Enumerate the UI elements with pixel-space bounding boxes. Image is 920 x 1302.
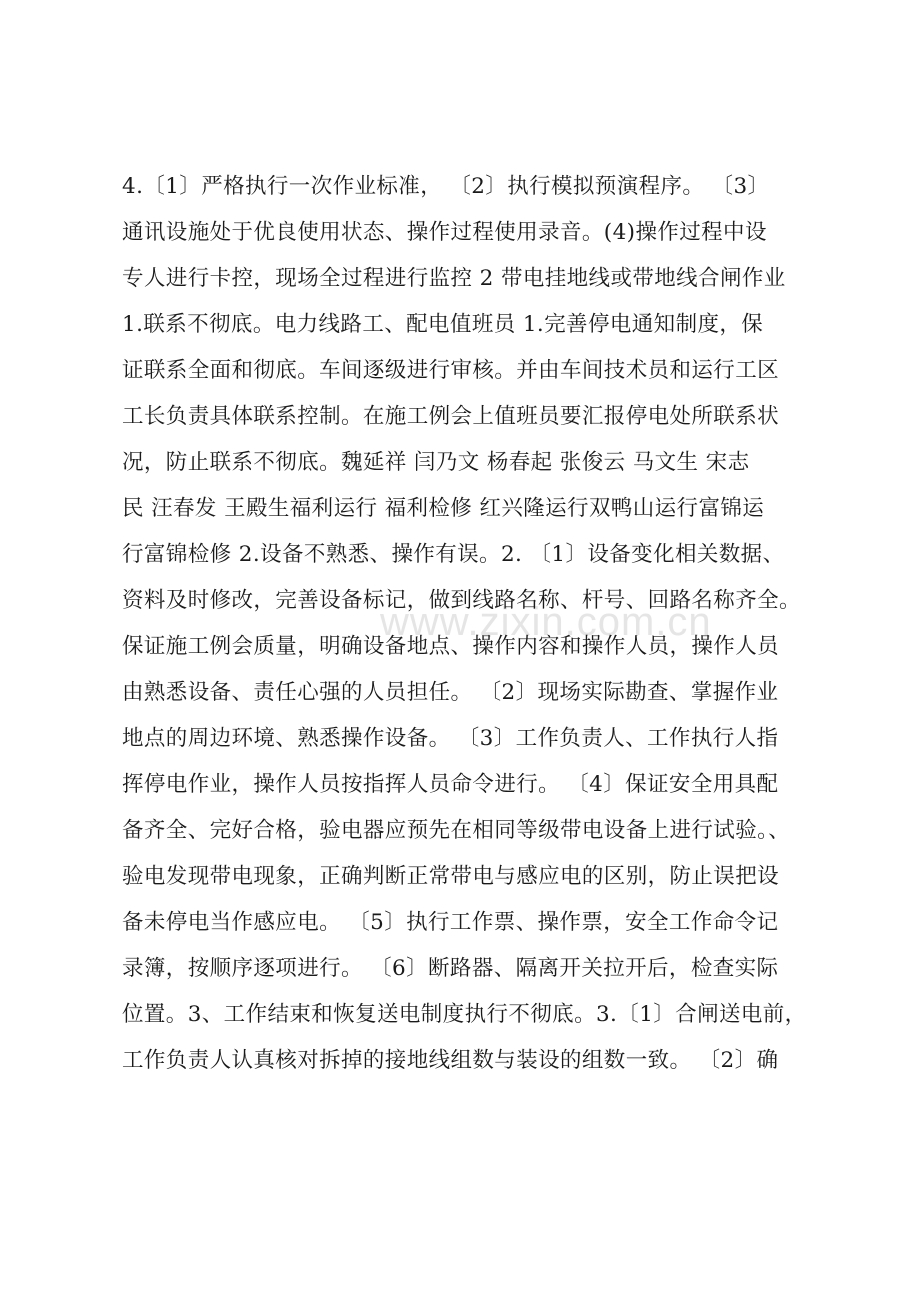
text-line: 专人进行卡控，现场全过程进行监控 2 带电挂地线或带地线合闸作业 bbox=[122, 266, 786, 291]
text-line: 验电发现带电现象，正确判断正常带电与感应电的区别，防止误把设 bbox=[122, 864, 780, 889]
text-line: 4.〔1〕严格执行一次作业标准， 〔2〕执行模拟预演程序。 〔3〕 bbox=[122, 174, 770, 199]
text-line: 证联系全面和彻底。车间逐级进行审核。并由车间技术员和运行工区 bbox=[122, 358, 780, 383]
text-line: 资料及时修改，完善设备标记，做到线路名称、杆号、回路名称齐全。 bbox=[122, 588, 801, 613]
text-line: 位置。3、工作结束和恢复送电制度执行不彻底。3.〔1〕合闸送电前， bbox=[122, 1002, 807, 1027]
text-line: 挥停电作业，操作人员按指挥人员命令进行。 〔4〕保证安全用具配 bbox=[122, 772, 779, 797]
text-line: 1.联系不彻底。电力线路工、配电值班员 1.完善停电通知制度，保 bbox=[122, 312, 764, 337]
text-line: 备齐全、完好合格，验电器应预先在相同等级带电设备上进行试验。、 bbox=[122, 818, 791, 843]
text-line: 通讯设施处于优良使用状态、操作过程使用录音。(4)操作过程中设 bbox=[122, 220, 767, 245]
text-line: 由熟悉设备、责任心强的人员担任。 〔2〕现场实际勘查、掌握作业 bbox=[122, 680, 779, 705]
text-line: 行富锦检修 2.设备不熟悉、操作有误。2. 〔1〕设备变化相关数据、 bbox=[122, 542, 785, 567]
text-line: 录簿，按顺序逐项进行。 〔6〕断路器、隔离开关拉开后，检查实际 bbox=[122, 956, 779, 981]
text-line: 保证施工例会质量，明确设备地点、操作内容和操作人员，操作人员 bbox=[122, 634, 780, 659]
text-line: 工长负责具体联系控制。在施工例会上值班员要汇报停电处所联系状 bbox=[122, 404, 780, 429]
watermark: www.zixin.com.cn bbox=[380, 600, 712, 644]
text-line: 工作负责人认真核对拆掉的接地线组数与装设的组数一致。 〔2〕确 bbox=[122, 1048, 779, 1073]
document-body bbox=[122, 167, 822, 1087]
text-line: 况，防止联系不彻底。魏延祥 闫乃文 杨春起 张俊云 马文生 宋志 bbox=[122, 450, 750, 475]
text-line: 地点的周边环境、熟悉操作设备。 〔3〕工作负责人、工作执行人指 bbox=[122, 726, 779, 751]
text-line: 民 汪春发 王殿生福利运行 福利检修 红兴隆运行双鸭山运行富锦运 bbox=[122, 496, 765, 521]
text-line: 备未停电当作感应电。 〔5〕执行工作票、操作票，安全工作命令记 bbox=[122, 910, 779, 935]
